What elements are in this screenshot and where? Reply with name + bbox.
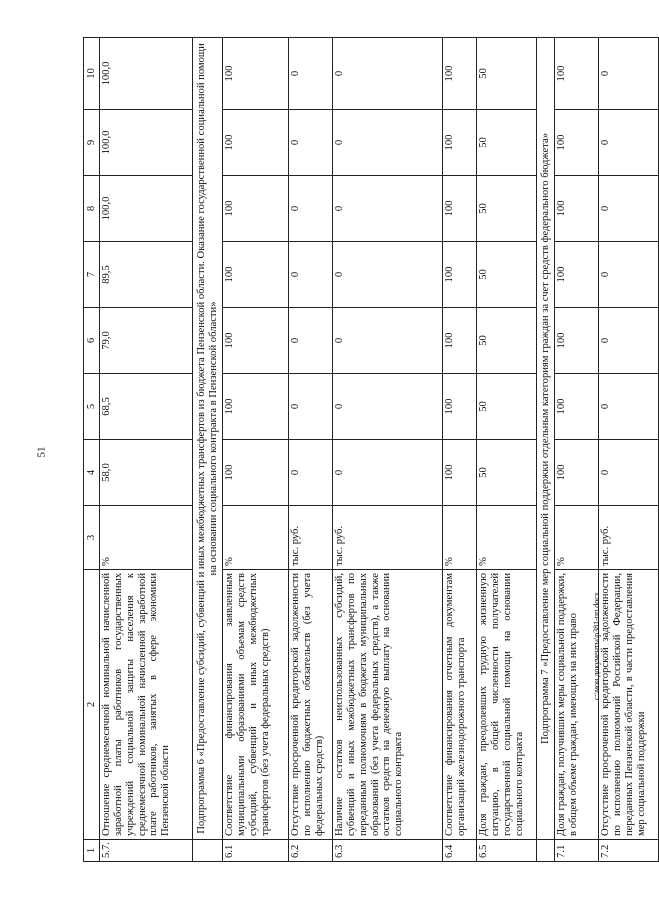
value-cell: 100 [223, 440, 289, 506]
value-cell: 100 [555, 242, 599, 308]
value-cell: 100 [555, 440, 599, 506]
value-cell: 58,0 [100, 440, 193, 506]
value-cell: 0 [599, 308, 659, 374]
value-cell: 100 [223, 176, 289, 242]
header-cell: 6 [84, 308, 100, 374]
value-cell: 100 [223, 242, 289, 308]
value-cell: 0 [599, 374, 659, 440]
value-cell: 100 [555, 308, 599, 374]
header-cell: 7 [84, 242, 100, 308]
value-cell: 100 [555, 110, 599, 176]
page-number: 51 [35, 446, 48, 458]
row-number-cell: 6.1 [223, 840, 289, 862]
value-cell: 0 [599, 440, 659, 506]
subprogram-title: Подпрограмма 6 «Предоставление субсидий, субвенций и иных межбюджетных трансфертов из бюджета Пензенской области. Оказание государственной социальной помощи на основании социального контракта в Пензенской области» [193, 38, 223, 840]
value-cell: 100,0 [100, 176, 193, 242]
value-cell: 0 [599, 176, 659, 242]
value-cell: 0 [333, 308, 443, 374]
value-cell: 100 [443, 38, 477, 110]
value-cell: 100 [223, 374, 289, 440]
row-number-cell: 6.5 [477, 840, 537, 862]
value-cell: 0 [289, 38, 333, 110]
unit-cell: % [477, 506, 537, 570]
table-body [84, 38, 659, 862]
value-cell: 0 [289, 176, 333, 242]
value-cell: 100 [443, 374, 477, 440]
value-cell: 0 [333, 242, 443, 308]
row-number-cell: 6.2 [289, 840, 333, 862]
header-cell: 3 [84, 506, 100, 570]
table-row [223, 38, 289, 862]
unit-cell: тыс. руб. [289, 506, 333, 570]
value-cell: 0 [289, 440, 333, 506]
row-number-cell: 7.1 [555, 840, 599, 862]
subprogram-title: Подпрограмма 7 «Предоставление мер социальной поддержки отдельным категориям граждан за счет средств федерального бюджета» [537, 38, 555, 840]
value-cell: 100 [555, 374, 599, 440]
value-cell: 100 [555, 176, 599, 242]
header-cell: 8 [84, 176, 100, 242]
value-cell: 100 [223, 110, 289, 176]
subprogram-row [537, 38, 555, 862]
row-number-cell: 7.2 [599, 840, 659, 862]
header-cell: 9 [84, 110, 100, 176]
value-cell: 0 [333, 374, 443, 440]
value-cell: 100 [443, 242, 477, 308]
value-cell: 68,5 [100, 374, 193, 440]
value-cell: 0 [599, 38, 659, 110]
value-cell: 50 [477, 308, 537, 374]
value-cell: 100 [443, 110, 477, 176]
value-cell: 100,0 [100, 110, 193, 176]
value-cell: 89,5 [100, 242, 193, 308]
value-cell: 100 [443, 176, 477, 242]
table-row [599, 38, 659, 862]
unit-cell: % [100, 506, 193, 570]
value-cell: 50 [477, 242, 537, 308]
value-cell: 0 [333, 176, 443, 242]
value-cell: 100 [223, 38, 289, 110]
indicator-name-cell: Доля граждан, получивших меры социальной поддержки, в общем объеме граждан, имеющих на них право [555, 570, 599, 840]
value-cell: 0 [289, 308, 333, 374]
value-cell: 50 [477, 38, 537, 110]
value-cell: 0 [333, 38, 443, 110]
value-cell: 0 [333, 440, 443, 506]
value-cell: 0 [599, 110, 659, 176]
value-cell: 50 [477, 440, 537, 506]
value-cell: 0 [599, 242, 659, 308]
footer-file-path: c:\мои документы\р381-пп.docx [592, 592, 601, 700]
empty-cell [537, 840, 555, 862]
value-cell: 0 [289, 374, 333, 440]
table-row [477, 38, 537, 862]
indicator-name-cell: Отношение среднемесячной номинальной начисленной заработной платы работников государственных учреждений социальной защиты населения к среднемесячной номинальной начисленной заработной плате работников, занятых в сфере экономики Пензенской области [100, 570, 193, 840]
value-cell: 100 [223, 308, 289, 374]
rotated-table-container [83, 38, 647, 862]
value-cell: 50 [477, 176, 537, 242]
header-cell: 4 [84, 440, 100, 506]
unit-cell: % [555, 506, 599, 570]
indicator-name-cell: Соответствие финансирования заявленным муниципальными образованиями объемам средств субсидий, субвенций и иных межбюджетных трансфертов (без учета федеральных средств) [223, 570, 289, 840]
unit-cell: тыс. руб. [599, 506, 659, 570]
header-cell: 5 [84, 374, 100, 440]
value-cell: 100,0 [100, 38, 193, 110]
table-row [100, 38, 193, 862]
value-cell: 79,0 [100, 308, 193, 374]
value-cell: 100 [443, 440, 477, 506]
unit-cell: % [443, 506, 477, 570]
indicator-name-cell: Наличие остатков неиспользованных субсидий, субвенций и иных межбюджетных трансфертов по переданным полномочиям в бюджетах муниципальных образований (без учета федеральных средств), а также остатков средств на денежную выплату на основании социального контракта [333, 570, 443, 840]
value-cell: 0 [289, 110, 333, 176]
indicator-name-cell: Соответствие финансирования отчетным документам организаций железнодорожного транспорта [443, 570, 477, 840]
value-cell: 50 [477, 110, 537, 176]
value-cell: 0 [333, 110, 443, 176]
row-number-cell: 6.4 [443, 840, 477, 862]
table-row [555, 38, 599, 862]
value-cell: 100 [555, 38, 599, 110]
value-cell: 100 [443, 308, 477, 374]
indicator-name-cell: Доля граждан, преодолевших трудную жизненную ситуацию, в общей численности получателей государственной социальной помощи на основании социального контракта [477, 570, 537, 840]
value-cell: 50 [477, 374, 537, 440]
subprogram-row [193, 38, 223, 862]
header-cell: 2 [84, 570, 100, 840]
header-row [84, 38, 100, 862]
row-number-cell: 5.7. [100, 840, 193, 862]
value-cell: 0 [289, 242, 333, 308]
indicator-name-cell: Отсутствие просроченной кредиторской задолженности по исполнению полномочий Российской Федерации, переданных Пензенской области, в части предоставления мер социальной поддержки [599, 570, 659, 840]
row-number-cell: 6.3 [333, 840, 443, 862]
table-row [333, 38, 443, 862]
indicators-table [83, 37, 659, 862]
unit-cell: % [223, 506, 289, 570]
header-cell: 10 [84, 38, 100, 110]
indicator-name-cell: Отсутствие просроченной кредиторской задолженности по исполнению бюджетных обязательств (без учета федеральных средств) [289, 570, 333, 840]
table-row [443, 38, 477, 862]
empty-cell [193, 840, 223, 862]
unit-cell: тыс. руб. [333, 506, 443, 570]
table-row [289, 38, 333, 862]
header-cell: 1 [84, 840, 100, 862]
